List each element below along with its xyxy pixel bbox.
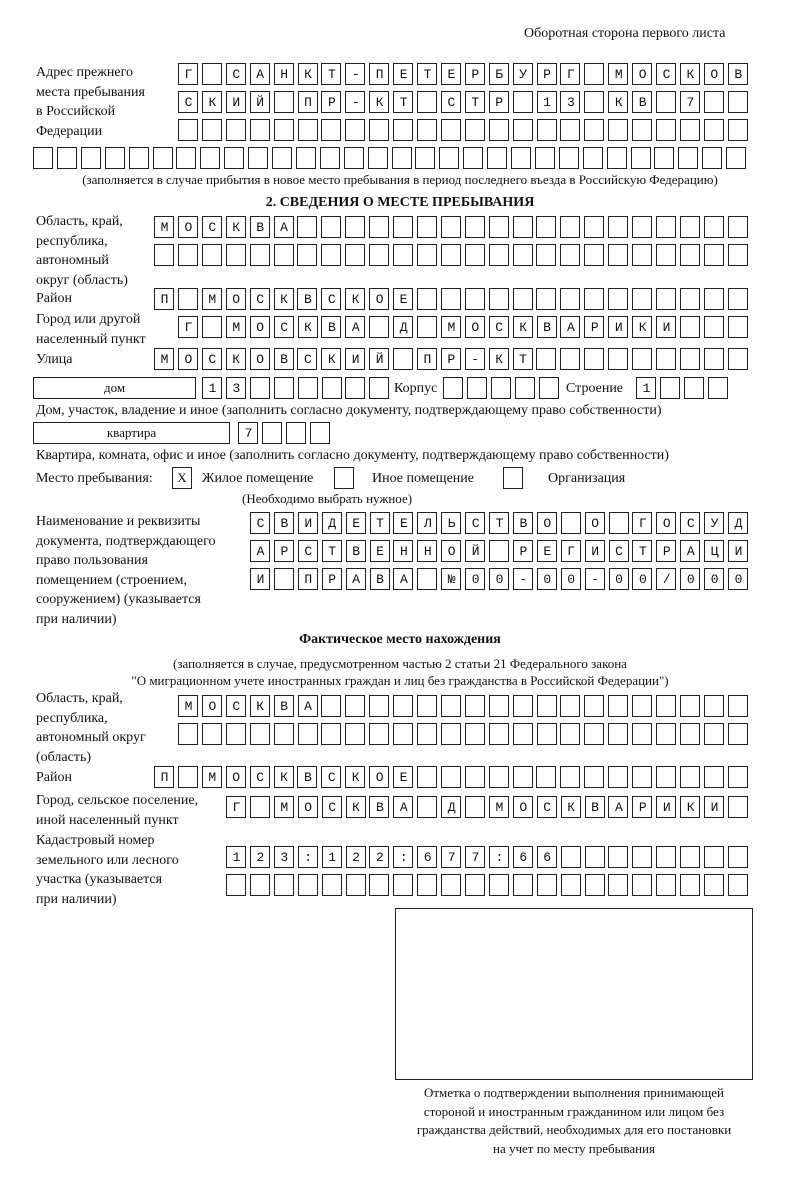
char-cell[interactable] — [656, 723, 676, 745]
char-cell[interactable] — [632, 216, 652, 238]
char-cell[interactable] — [537, 695, 557, 717]
char-cell[interactable] — [608, 119, 628, 141]
char-cell[interactable] — [129, 147, 149, 169]
char-cell[interactable] — [105, 147, 125, 169]
char-cell[interactable] — [465, 766, 485, 788]
char-cell[interactable] — [297, 244, 317, 266]
char-cell[interactable] — [489, 119, 509, 141]
char-cell[interactable] — [513, 874, 533, 896]
char-cell[interactable] — [393, 216, 413, 238]
row-value — [178, 119, 185, 142]
char-cell[interactable] — [369, 723, 389, 745]
char-cell[interactable] — [417, 874, 437, 896]
building-label: Корпус — [394, 381, 438, 396]
char-cell[interactable] — [202, 119, 222, 141]
char-cell[interactable] — [274, 874, 294, 896]
row-value — [226, 874, 233, 897]
char-cell[interactable] — [536, 766, 556, 788]
char-cell[interactable] — [608, 244, 628, 266]
char-cell[interactable] — [560, 288, 580, 310]
char-cell[interactable] — [224, 147, 244, 169]
char-cell[interactable] — [489, 695, 509, 717]
label-line: участка (указывается — [36, 872, 163, 887]
confirmation-caption — [395, 1084, 753, 1158]
char-cell[interactable] — [584, 244, 604, 266]
row-value: П МОСКВСКОЕ — [160, 292, 424, 307]
char-cell[interactable] — [320, 147, 340, 169]
char-cell[interactable] — [728, 766, 748, 788]
char-cell[interactable] — [393, 723, 413, 745]
char-cell[interactable] — [728, 316, 748, 338]
document-label — [36, 512, 216, 629]
char-cell[interactable] — [321, 723, 341, 745]
char-cell[interactable] — [298, 377, 318, 399]
char-cell[interactable] — [560, 695, 580, 717]
char-cell[interactable] — [560, 348, 580, 370]
char-cell[interactable] — [656, 846, 676, 868]
char-cell[interactable] — [584, 766, 604, 788]
caption-line: гражданства действий, необходимых для его постановки — [416, 1122, 732, 1137]
char-cell[interactable] — [585, 874, 605, 896]
char-cell[interactable] — [465, 119, 485, 141]
char-cell[interactable] — [608, 695, 628, 717]
actual-district-label: Район — [36, 770, 72, 785]
char-cell[interactable] — [728, 348, 748, 370]
char-cell[interactable] — [680, 288, 700, 310]
char-cell[interactable] — [322, 377, 342, 399]
char-cell[interactable] — [298, 119, 318, 141]
region-label — [36, 212, 128, 290]
char-cell[interactable] — [656, 874, 676, 896]
char-cell[interactable] — [489, 766, 509, 788]
char-cell[interactable] — [656, 288, 676, 310]
char-cell[interactable] — [286, 422, 306, 444]
char-cell[interactable] — [368, 147, 388, 169]
char-cell[interactable] — [560, 723, 580, 745]
row-value: И ПРАВА №00-00-00/000 — [256, 572, 759, 587]
caption-line: стороной и иностранным гражданином или лицом без — [423, 1103, 725, 1119]
house-type-field[interactable]: дом — [33, 377, 196, 399]
char-cell[interactable] — [728, 216, 748, 238]
char-cell[interactable] — [726, 147, 746, 169]
char-cell[interactable] — [583, 147, 603, 169]
char-cell[interactable] — [728, 244, 748, 266]
char-cell[interactable] — [608, 766, 628, 788]
char-cell[interactable] — [274, 723, 294, 745]
char-cell[interactable] — [226, 119, 246, 141]
char-cell[interactable] — [708, 377, 728, 399]
option-other-premises-label: Иное помещение — [372, 471, 474, 486]
char-cell[interactable] — [631, 147, 651, 169]
actual-location-note-1: (заполняется в случае, предусмотренном частью 2 статьи 21 Федерального закона — [173, 656, 627, 671]
char-cell[interactable] — [369, 119, 389, 141]
char-cell[interactable] — [704, 723, 724, 745]
char-cell[interactable] — [176, 147, 196, 169]
caption-line: на учет по месту пребывания — [493, 1140, 655, 1156]
char-cell[interactable] — [345, 244, 365, 266]
cadastral-label — [36, 831, 179, 909]
char-cell[interactable] — [274, 377, 294, 399]
char-cell[interactable] — [346, 874, 366, 896]
actual-city-label — [36, 791, 198, 830]
label-line: автономный округ — [36, 730, 146, 745]
checkbox-organization[interactable] — [503, 467, 523, 489]
label-line: Область, край, — [36, 214, 123, 229]
char-cell[interactable] — [680, 244, 700, 266]
char-cell[interactable] — [465, 288, 485, 310]
char-cell[interactable] — [680, 723, 700, 745]
char-cell[interactable] — [654, 147, 674, 169]
char-cell[interactable] — [369, 244, 389, 266]
char-cell[interactable] — [489, 874, 509, 896]
row-value: СКИЙ ПР-КТ СТР 13 КВ 7 — [184, 95, 711, 110]
char-cell[interactable] — [632, 846, 652, 868]
char-cell[interactable] — [584, 288, 604, 310]
section-2-title: 2. СВЕДЕНИЯ О МЕСТЕ ПРЕБЫВАНИЯ — [265, 195, 535, 210]
place-note: (Необходимо выбрать нужное) — [242, 491, 413, 506]
char-cell[interactable] — [632, 766, 652, 788]
char-cell[interactable] — [393, 244, 413, 266]
row-value: Г МОСКВА Д МОСКВАРИКИ — [184, 320, 687, 335]
label-line: Город, сельское поселение, — [36, 793, 199, 808]
char-cell[interactable] — [441, 766, 461, 788]
place-label: Место пребывания: — [36, 471, 153, 486]
char-cell[interactable] — [584, 216, 604, 238]
char-cell[interactable] — [560, 244, 580, 266]
char-cell[interactable] — [202, 723, 222, 745]
label-line: сооружением) (указывается — [36, 592, 201, 607]
char-cell[interactable] — [680, 766, 700, 788]
char-cell[interactable] — [57, 147, 77, 169]
char-cell[interactable] — [298, 874, 318, 896]
char-cell[interactable] — [345, 377, 365, 399]
char-cell[interactable] — [535, 147, 555, 169]
char-cell[interactable] — [632, 348, 652, 370]
char-cell[interactable] — [345, 695, 365, 717]
row-value — [443, 377, 450, 400]
row-value: 1 — [642, 381, 667, 396]
label-line: Область, край, — [36, 691, 123, 706]
label-line: Город или другой — [36, 312, 141, 327]
char-cell[interactable] — [656, 348, 676, 370]
row-value: 7 — [244, 426, 269, 441]
char-cell[interactable] — [584, 723, 604, 745]
char-cell[interactable] — [656, 695, 676, 717]
char-cell[interactable] — [704, 119, 724, 141]
char-cell[interactable] — [153, 147, 173, 169]
char-cell[interactable] — [465, 244, 485, 266]
char-cell[interactable] — [369, 695, 389, 717]
char-cell[interactable] — [463, 147, 483, 169]
row-value — [178, 723, 185, 746]
char-cell[interactable] — [178, 244, 198, 266]
char-cell[interactable] — [489, 216, 509, 238]
label-line: право пользования — [36, 553, 148, 568]
char-cell[interactable] — [417, 216, 437, 238]
char-cell[interactable] — [369, 377, 389, 399]
label-line: документа, подтверждающего — [36, 533, 216, 549]
char-cell[interactable] — [250, 244, 270, 266]
char-cell[interactable] — [344, 147, 364, 169]
actual-location-title: Фактическое место нахождения — [299, 632, 501, 647]
char-cell[interactable] — [393, 695, 413, 717]
label-line: в Российской — [36, 104, 116, 119]
char-cell[interactable] — [274, 119, 294, 141]
char-cell[interactable] — [298, 723, 318, 745]
char-cell[interactable] — [561, 874, 581, 896]
actual-location-note-2: "О миграционном учете иностранных граждан и лиц без гражданства в Российской Федерации") — [131, 673, 669, 688]
char-cell[interactable] — [441, 216, 461, 238]
char-cell[interactable] — [608, 348, 628, 370]
district-label: Район — [36, 291, 72, 306]
char-cell[interactable] — [560, 766, 580, 788]
previous-address-note: (заполняется в случае прибытия в новое место пребывания в период последнего въезда в Российскую Федерацию) — [82, 172, 718, 187]
char-cell[interactable] — [608, 216, 628, 238]
char-cell[interactable] — [539, 377, 559, 399]
label-line: Адрес прежнего — [36, 65, 133, 80]
char-cell[interactable] — [513, 766, 533, 788]
char-cell[interactable] — [560, 119, 580, 141]
label-line: помещением (строением, — [36, 572, 187, 588]
char-cell[interactable] — [632, 244, 652, 266]
char-cell[interactable] — [439, 147, 459, 169]
row-value: МОСКВА — [184, 699, 329, 714]
char-cell[interactable] — [465, 874, 485, 896]
char-cell[interactable] — [511, 147, 531, 169]
char-cell[interactable] — [680, 216, 700, 238]
label-line: автономный — [36, 253, 109, 268]
char-cell[interactable] — [515, 377, 535, 399]
label-line: Кадастровый номер — [36, 833, 155, 848]
char-cell[interactable] — [310, 422, 330, 444]
char-cell[interactable] — [200, 147, 220, 169]
label-line: республика, — [36, 710, 108, 726]
char-cell[interactable] — [465, 695, 485, 717]
label-line: округ (область) — [36, 272, 128, 288]
char-cell[interactable] — [296, 147, 316, 169]
char-cell[interactable] — [393, 874, 413, 896]
char-cell[interactable] — [392, 147, 412, 169]
row-value: 13 — [208, 381, 257, 396]
char-cell[interactable] — [345, 723, 365, 745]
char-cell[interactable] — [704, 874, 724, 896]
char-cell[interactable] — [584, 695, 604, 717]
char-cell[interactable] — [513, 244, 533, 266]
char-cell[interactable] — [537, 119, 557, 141]
char-cell[interactable] — [608, 874, 628, 896]
caption-line: Отметка о подтверждении выполнения принимающей — [423, 1085, 725, 1100]
char-cell[interactable] — [656, 766, 676, 788]
char-cell[interactable] — [441, 244, 461, 266]
row-value: П МОСКВСКОЕ — [160, 770, 424, 785]
apartment-type-field[interactable]: квартира — [33, 422, 230, 444]
row-value: АРСТВЕННОЙ РЕГИСТРАЦИ — [256, 544, 759, 559]
char-cell[interactable] — [728, 695, 748, 717]
char-cell[interactable] — [704, 244, 724, 266]
char-cell[interactable] — [702, 147, 722, 169]
char-cell[interactable] — [417, 244, 437, 266]
char-cell[interactable] — [226, 244, 246, 266]
label-line: при наличии) — [36, 611, 117, 627]
char-cell[interactable] — [441, 874, 461, 896]
char-cell[interactable] — [417, 723, 437, 745]
char-cell[interactable] — [607, 147, 627, 169]
char-cell[interactable] — [489, 723, 509, 745]
char-cell[interactable] — [415, 147, 435, 169]
char-cell[interactable] — [513, 288, 533, 310]
char-cell[interactable] — [489, 288, 509, 310]
char-cell[interactable] — [321, 216, 341, 238]
char-cell[interactable] — [250, 874, 270, 896]
char-cell[interactable] — [728, 119, 748, 141]
row-value — [33, 147, 40, 170]
label-line: при наличии) — [36, 891, 117, 907]
char-cell[interactable] — [441, 723, 461, 745]
char-cell[interactable] — [678, 147, 698, 169]
char-cell[interactable] — [728, 846, 748, 868]
char-cell[interactable] — [537, 723, 557, 745]
char-cell[interactable] — [487, 147, 507, 169]
char-cell[interactable] — [728, 288, 748, 310]
label-line: Наименование и реквизиты — [36, 514, 201, 529]
char-cell[interactable] — [465, 723, 485, 745]
char-cell[interactable] — [704, 695, 724, 717]
char-cell[interactable] — [467, 377, 487, 399]
char-cell[interactable] — [632, 119, 652, 141]
char-cell[interactable] — [272, 147, 292, 169]
previous-address-label — [36, 63, 145, 141]
char-cell[interactable] — [489, 244, 509, 266]
label-line: иной населенный пункт — [36, 812, 179, 828]
char-cell[interactable] — [248, 147, 268, 169]
char-cell[interactable] — [536, 244, 556, 266]
char-cell[interactable] — [393, 119, 413, 141]
char-cell[interactable] — [684, 377, 704, 399]
label-line: республика, — [36, 233, 108, 249]
row-value: Г МОСКВА Д МОСКВАРИКИ — [232, 800, 735, 815]
char-cell[interactable] — [321, 119, 341, 141]
checkbox-residential[interactable]: Х — [172, 467, 192, 489]
char-cell[interactable] — [202, 244, 222, 266]
char-cell[interactable] — [369, 874, 389, 896]
char-cell[interactable] — [680, 846, 700, 868]
house-note: Дом, участок, владение и иное (заполнить согласно документу, подтверждающему право собственности) — [36, 403, 662, 418]
char-cell[interactable] — [560, 216, 580, 238]
char-cell[interactable] — [250, 723, 270, 745]
char-cell[interactable] — [584, 348, 604, 370]
option-residential-label: Жилое помещение — [202, 471, 314, 486]
option-organization-label: Организация — [548, 471, 626, 486]
confirmation-stamp-box — [395, 908, 753, 1080]
char-cell[interactable] — [704, 288, 724, 310]
char-cell[interactable] — [465, 216, 485, 238]
row-value — [154, 244, 161, 267]
char-cell[interactable] — [728, 874, 748, 896]
char-cell[interactable] — [417, 119, 437, 141]
char-cell[interactable] — [513, 695, 533, 717]
char-cell[interactable] — [441, 119, 461, 141]
char-cell[interactable] — [226, 723, 246, 745]
char-cell[interactable] — [585, 846, 605, 868]
char-cell[interactable] — [728, 91, 748, 113]
page-header: Оборотная сторона первого листа — [524, 26, 726, 41]
char-cell[interactable] — [250, 119, 270, 141]
char-cell[interactable] — [680, 695, 700, 717]
row-value: Г САНКТ-ПЕТЕРБУРГ МОСКОВ — [184, 67, 759, 82]
char-cell[interactable] — [632, 723, 652, 745]
char-cell[interactable] — [491, 377, 511, 399]
char-cell[interactable] — [608, 723, 628, 745]
char-cell[interactable] — [441, 695, 461, 717]
char-cell[interactable] — [704, 846, 724, 868]
char-cell[interactable] — [513, 119, 533, 141]
char-cell[interactable] — [513, 216, 533, 238]
apartment-note: Квартира, комната, офис и иное (заполнить согласно документу, подтверждающему право собственности) — [36, 448, 669, 463]
row-value: СВИДЕТЕЛЬСТВО О ГОСУД — [256, 516, 759, 531]
char-cell[interactable] — [321, 244, 341, 266]
structure-label: Строение — [566, 381, 624, 396]
char-cell[interactable] — [536, 216, 556, 238]
row-value: 123:122:677:66 — [232, 850, 568, 865]
label-line: места пребывания — [36, 84, 145, 100]
char-cell[interactable] — [345, 119, 365, 141]
label-line: населенный пункт — [36, 331, 146, 347]
char-cell[interactable] — [584, 119, 604, 141]
actual-region-label — [36, 689, 146, 767]
char-cell[interactable] — [704, 316, 724, 338]
char-cell[interactable] — [537, 874, 557, 896]
checkbox-other-premises[interactable] — [334, 467, 354, 489]
label-line: земельного или лесного — [36, 852, 179, 868]
char-cell[interactable] — [656, 216, 676, 238]
char-cell[interactable] — [81, 147, 101, 169]
char-cell[interactable] — [274, 244, 294, 266]
label-line: Федерации — [36, 123, 103, 139]
char-cell[interactable] — [704, 216, 724, 238]
char-cell[interactable] — [680, 874, 700, 896]
city-label — [36, 310, 146, 349]
char-cell[interactable] — [559, 147, 579, 169]
char-cell[interactable] — [632, 695, 652, 717]
label-line: (область) — [36, 749, 92, 765]
char-cell[interactable] — [704, 348, 724, 370]
char-cell[interactable] — [536, 288, 556, 310]
char-cell[interactable] — [632, 288, 652, 310]
row-value: МОСКОВСКИЙ ПР-КТ — [160, 352, 544, 367]
char-cell[interactable] — [728, 723, 748, 745]
char-cell[interactable] — [417, 695, 437, 717]
char-cell[interactable] — [345, 216, 365, 238]
char-cell[interactable] — [680, 348, 700, 370]
char-cell[interactable] — [608, 288, 628, 310]
char-cell[interactable] — [632, 874, 652, 896]
char-cell[interactable] — [704, 766, 724, 788]
char-cell[interactable] — [369, 216, 389, 238]
char-cell[interactable] — [656, 244, 676, 266]
char-cell[interactable] — [680, 119, 700, 141]
char-cell[interactable] — [608, 846, 628, 868]
street-label: Улица — [36, 352, 73, 367]
char-cell[interactable] — [513, 723, 533, 745]
char-cell[interactable] — [322, 874, 342, 896]
char-cell[interactable] — [441, 288, 461, 310]
row-value: МОСКВА — [160, 220, 305, 235]
char-cell[interactable] — [656, 119, 676, 141]
